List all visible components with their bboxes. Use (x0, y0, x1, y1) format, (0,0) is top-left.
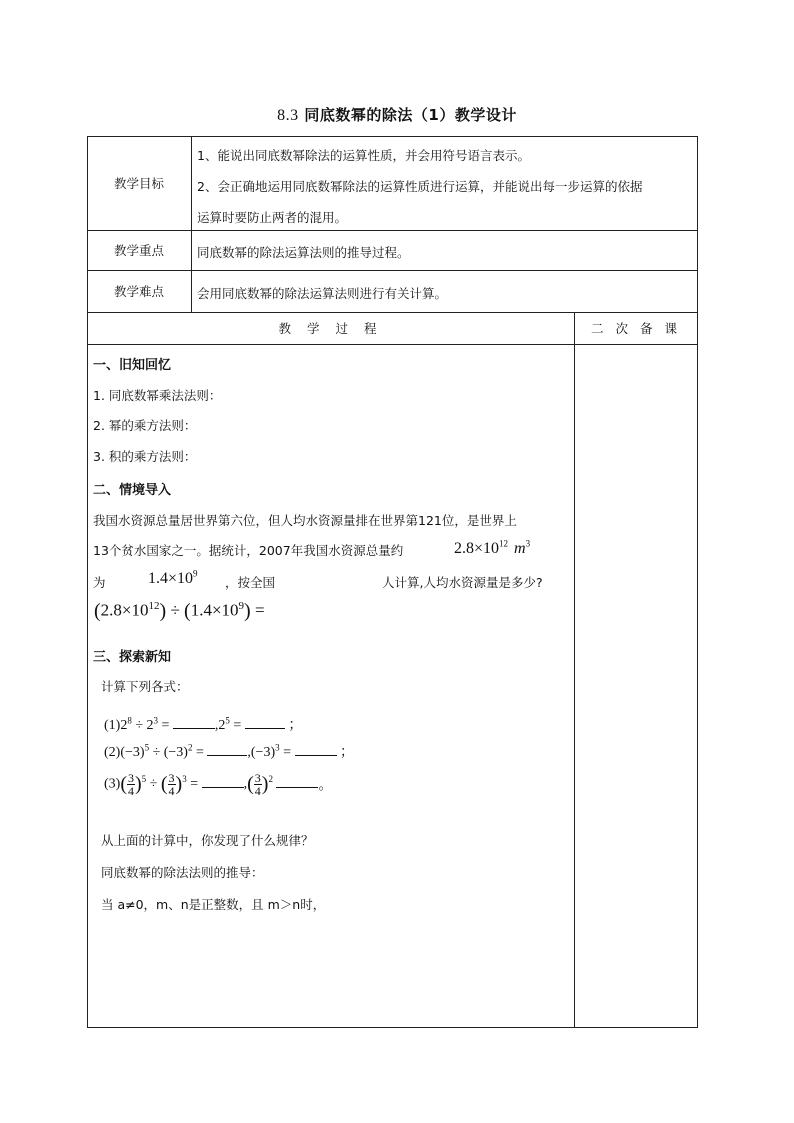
answer-blank[interactable] (207, 744, 247, 756)
objective-line-2: 2、会正确地运用同底数幂除法的运算性质进行运算，并能说出每一步运算的依据 (197, 179, 643, 194)
objective-line-3: 运算时要防止两者的混用。 (197, 210, 348, 225)
page-title (0, 104, 794, 125)
answer-blank[interactable] (202, 776, 244, 788)
derivation-condition: 当 a≠0，m、n是正整数，且 m＞n时， (101, 897, 326, 912)
row-divider (87, 344, 698, 345)
title-text: 同底数幂的除法（1）教学设计 (304, 106, 517, 124)
exercise-1: $(1)2^8 \div 2^3 = ,2^5$ = ； (104, 715, 303, 733)
scenario-line-3-end: 人计算,人均水资源量是多少? (382, 575, 543, 590)
scenario-line-2: 13个贫水国家之一。据统计，2007年我国水资源总量约 (93, 543, 404, 558)
title-number: 8.3 (277, 107, 299, 124)
scenario-line-3-mid: ，按全国 (225, 575, 276, 590)
derivation-label: 同底数幂的除法法则的推导： (101, 865, 264, 880)
answer-blank[interactable] (245, 717, 285, 729)
scenario-line-3-prefix: 为 (93, 575, 106, 590)
difficulty-text: 会用同底数幂的除法运算法则进行有关计算。 (197, 286, 448, 301)
notes-header: 二 次 备 课 (591, 321, 681, 336)
objectives-label: 教学目标 (113, 176, 164, 191)
population-value: $1.4\times 10^9$ (148, 568, 198, 587)
notes-column-divider (574, 312, 575, 1028)
exercise-2: $(2)(-3)^5 \div (-3)^2 = ,(-3)^3$ = ； (104, 742, 355, 760)
section-2-heading: 二、情境导入 (93, 483, 172, 498)
difficulties-label: 教学难点 (113, 284, 164, 299)
process-header: 教 学 过 程 (278, 321, 383, 336)
key-point-text: 同底数幂的除法运算法则的推导过程。 (197, 245, 410, 260)
answer-blank[interactable] (295, 744, 337, 756)
review-item-2: 2. 幂的乘方法则： (93, 418, 197, 433)
section-1-heading: 一、旧知回忆 (93, 358, 172, 373)
exercise-prompt: 计算下列各式： (101, 679, 189, 694)
exercise-3: (3)( $\frac{3}{4}$ )$^5$ ÷ ( $\frac{3}{4}$ )$^3$ = ,( $\frac{3}{4}$ )$^2$ 。 (104, 771, 333, 798)
objective-line-1: 1、能说出同底数幂除法的运算性质，并会用符号语言表示。 (197, 148, 530, 163)
division-expression: $(2.8\times 10^{12}) \div (1.4\times 10^9)$ = (94, 599, 265, 622)
scenario-line-1: 我国水资源总量居世界第六位，但人均水资源量排在世界第121位，是世界上 (93, 513, 517, 528)
label-column-divider (191, 136, 192, 312)
key-points-label: 教学重点 (113, 243, 164, 258)
review-item-1: 1. 同底数幂乘法法则： (93, 388, 222, 403)
answer-blank[interactable] (276, 776, 318, 788)
water-total-value: $2.8\times 10^{12}$ $m^3$ (454, 538, 531, 557)
section-3-heading: 三、探索新知 (93, 650, 172, 665)
answer-blank[interactable] (173, 717, 215, 729)
pattern-question: 从上面的计算中，你发现了什么规律？ (101, 833, 314, 848)
review-item-3: 3. 积的乘方法则： (93, 449, 197, 464)
